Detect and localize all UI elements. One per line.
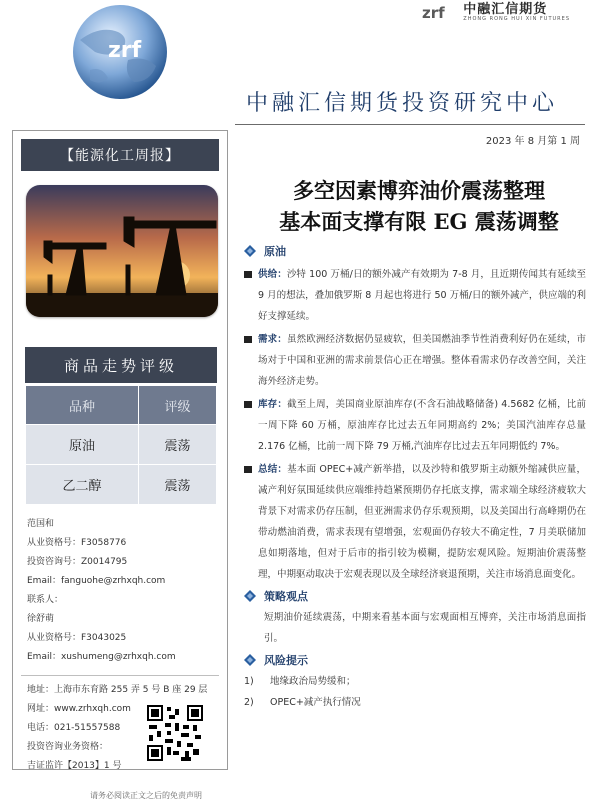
issue-date: 2023 年 8 月第 1 周: [485, 136, 580, 147]
rating-col-rating: 评级: [138, 386, 216, 425]
contact-line: 范国和: [27, 519, 55, 529]
contact-line: 联系人：: [27, 595, 64, 605]
diamond-arrow-icon: [244, 245, 256, 257]
address-line: 电话：021-51557588: [27, 723, 121, 733]
square-bullet-icon: [244, 466, 252, 473]
contact-line: Email：xushumeng@zrhxqh.com: [27, 652, 176, 662]
table-row: [26, 465, 217, 505]
rating-item: 原油: [26, 425, 139, 465]
square-bullet-icon: [244, 271, 252, 278]
paragraph-supply: 供给：沙特 100 万桶/日的额外减产有效期为 7-8 月，且近期传闻其有延续至 9 月的想法，叠加俄罗斯 8 月起也将进行 50 万桶/日的额外减产，供应端的利好支撑延续。: [244, 264, 586, 327]
section-heading-strategy: 策略观点: [244, 585, 586, 607]
research-center-title: 中融汇信期货投资研究中心: [246, 91, 559, 116]
svg-text:zrf: zrf: [422, 4, 445, 21]
rating-value: 震荡: [138, 425, 216, 465]
address-line: 吉证监许【2013】1 号: [27, 761, 122, 771]
list-item: 2) OPEC+减产执行情况: [244, 697, 361, 708]
brand-name-cn: 中融汇信期货: [463, 1, 548, 17]
title-line-2: 基本面支撑有限 EG 震荡调整: [279, 209, 559, 234]
section-heading-crude: 原油: [244, 240, 586, 262]
report-type-tag: 【能源化工周报】: [21, 139, 219, 171]
contact-line: 投资咨询号：Z0014795: [27, 557, 128, 567]
square-bullet-icon: [244, 336, 252, 343]
address-line: 网址：www.zrhxqh.com: [27, 704, 131, 714]
list-item: 1) 地缘政治局势缓和；: [244, 676, 356, 687]
paragraph-summary: 总结：基本面 OPEC+减产新举措，以及沙特和俄罗斯主动额外缩减供应量，减产利好氛围延续供应端维持趋紧预期仍存托底支撑，需求端全球经济疲软大背景下对需求仍存压制，但亚洲需求仍存乐观预期，以及美国出行高峰期仍在带动燃油消费，需求表现有望增强，宏观面仍存较大不确定性，7 月美联储加息如期落地，但对于后市的指引较为模糊，提防宏观风险。短期油价震荡整理，中期驱动取决于宏观表现以及全球经济衰退预期，关注市场消息面变化。: [244, 459, 586, 585]
rating-title: 商品走势评级: [25, 347, 217, 383]
address-line: 投资咨询业务资格：: [27, 742, 109, 752]
rating-item: 乙二醇: [26, 465, 139, 505]
strategy-text: 短期油价延续震荡，中期来看基本面与宏观面相互博弈，关注市场消息面指引。: [264, 612, 586, 644]
zrf-logo-mark: [421, 3, 457, 21]
paragraph-demand: 需求：虽然欧洲经济数据仍显疲软，但美国燃油季节性消费利好仍在延续，市场对于中国和亚洲的需求前景信心正在增强。整体看需求仍存改善空间，关注海外经济走势。: [244, 329, 586, 392]
square-bullet-icon: [244, 401, 252, 408]
contact-line: 从业资格号：F3058776: [27, 538, 127, 548]
section-heading-risk: 风险提示: [244, 649, 586, 671]
rating-table: [25, 385, 217, 505]
oil-pump-photo: [26, 185, 218, 317]
diamond-arrow-icon: [244, 654, 256, 666]
contact-line: Email：fanguohe@zrhxqh.com: [27, 576, 166, 586]
table-row: [26, 425, 217, 465]
qr-code-icon: [147, 705, 203, 761]
contact-line: 从业资格号：F3043025: [27, 633, 127, 643]
article-body: [244, 240, 586, 713]
disclaimer-note: 请务必阅读正文之后的免责声明: [90, 791, 202, 800]
rating-col-item: 品种: [26, 386, 139, 425]
report-title: [238, 175, 600, 237]
rating-value: 震荡: [138, 465, 216, 505]
brand-name-en: ZHONG RONG HUI XIN FUTURES: [463, 15, 570, 22]
svg-text:zrf: zrf: [108, 38, 142, 63]
header-divider: [235, 124, 585, 125]
paragraph-inventory: 库存：截至上周，美国商业原油库存(不含石油战略储备) 4.5682 亿桶，比前一周下降 60 万桶，原油库存比过去五年同期高约 2%；美国汽油库存总量 2.176 亿桶，比前一周下降 79 万桶,汽油库存比过去五年同期低约 7%。: [244, 394, 586, 457]
brand-logo: [421, 2, 570, 22]
globe-logo: [60, 0, 180, 105]
address-line: 地址：上海市东育路 255 弄 5 号 B 座 29 层: [27, 685, 208, 695]
diamond-arrow-icon: [244, 590, 256, 602]
title-line-1: 多空因素博弈油价震荡整理: [293, 178, 545, 203]
sidebar-divider: [21, 675, 219, 676]
sidebar: [12, 130, 228, 770]
analyst-contacts: [27, 515, 176, 667]
contact-line: 徐舒萌: [27, 614, 55, 624]
